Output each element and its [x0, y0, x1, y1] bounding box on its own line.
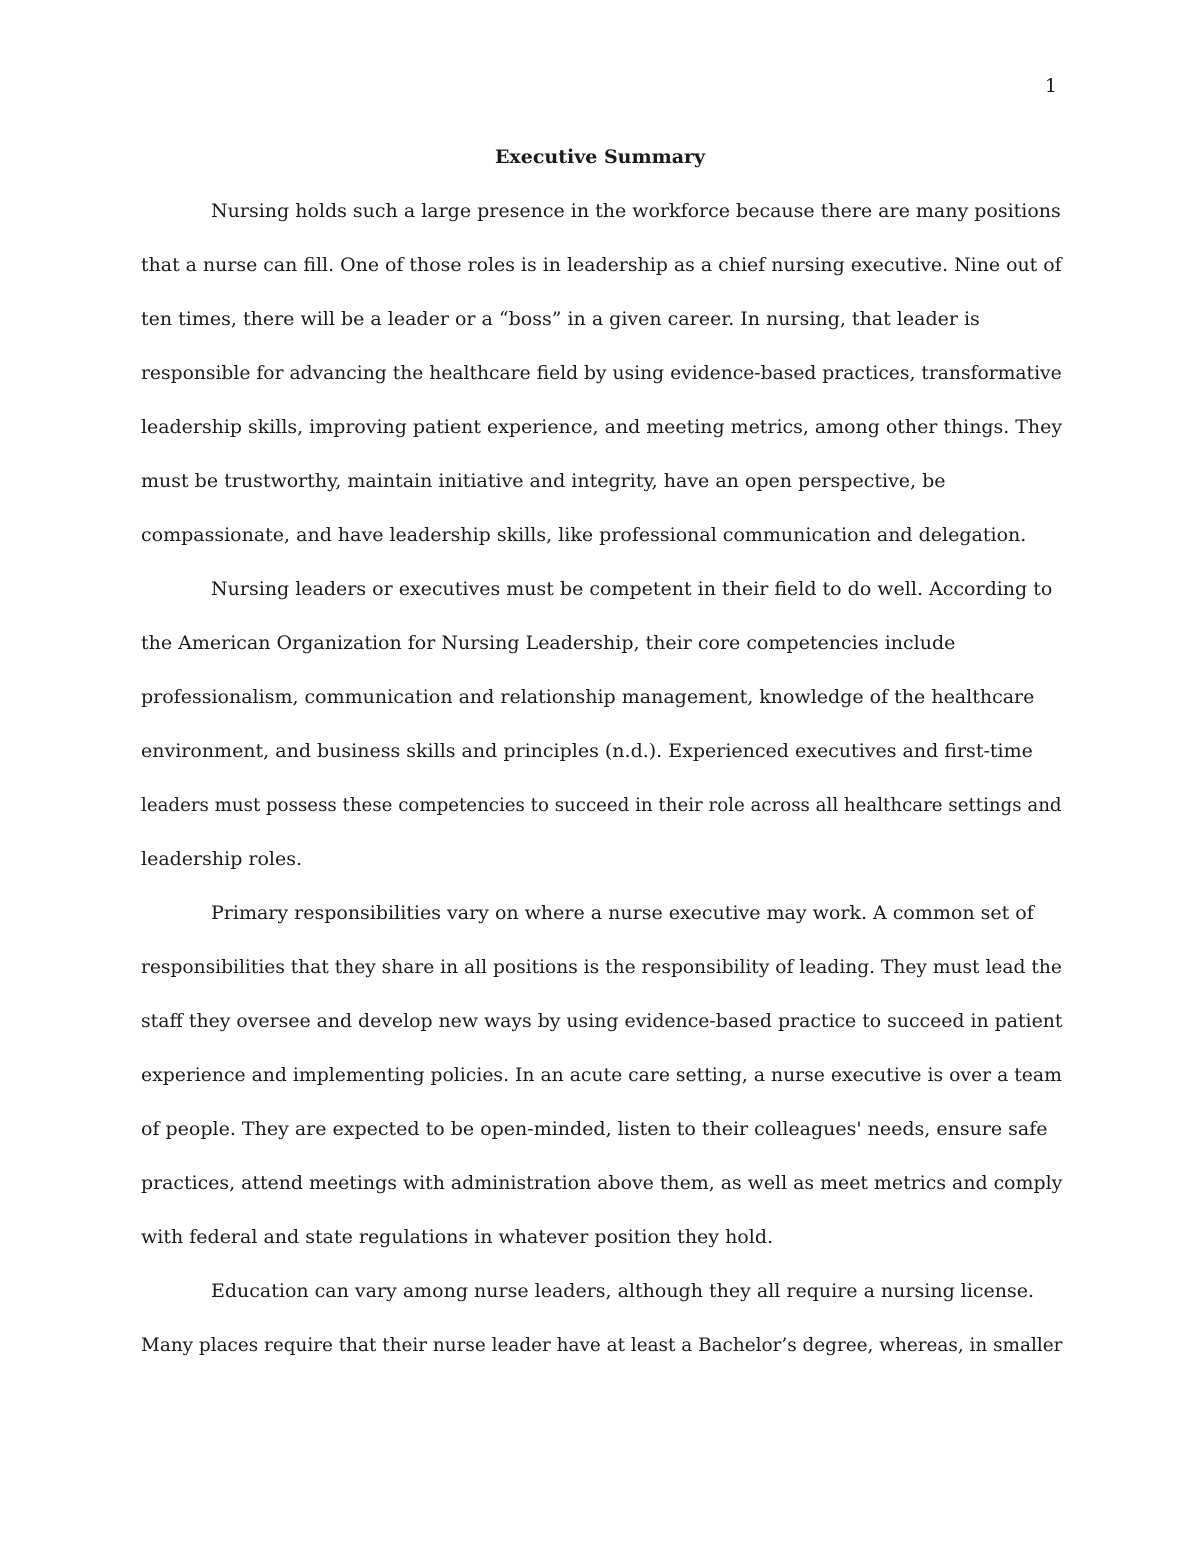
paragraph-line: leadership skills, improving patient experience, and meeting metrics, among other things. They: [141, 416, 1063, 438]
paragraph-line: ten times, there will be a leader or a “boss” in a given career. In nursing, that leader is: [141, 308, 980, 330]
paragraph-line: practices, attend meetings with administration above them, as well as meet metrics and comply: [141, 1172, 1063, 1194]
paragraph-line: experience and implementing policies. In an acute care setting, a nurse executive is over a team: [141, 1064, 1062, 1086]
paragraph-line: staff they oversee and develop new ways by using evidence-based practice to succeed in patient: [141, 1010, 1063, 1032]
paragraph-line: Nursing holds such a large presence in the workforce because there are many positions: [211, 200, 1061, 222]
page-number: 1: [1044, 75, 1057, 97]
paragraph-line: the American Organization for Nursing Leadership, their core competencies include: [141, 632, 956, 654]
paragraph-line: responsibilities that they share in all positions is the responsibility of leading. They must lead the: [141, 956, 1062, 978]
paragraph-line: Many places require that their nurse leader have at least a Bachelor’s degree, whereas, in smaller: [141, 1334, 1063, 1356]
paragraph-line: of people. They are expected to be open-minded, listen to their colleagues' needs, ensure safe: [141, 1118, 1048, 1140]
paragraph-line: Primary responsibilities vary on where a nurse executive may work. A common set of: [211, 902, 1034, 924]
paragraph-line: leaders must possess these competencies to succeed in their role across all healthcare settings and: [141, 794, 1062, 816]
paragraph-line: professionalism, communication and relationship management, knowledge of the healthcare: [141, 686, 1035, 708]
paragraph-line: responsible for advancing the healthcare field by using evidence-based practices, transformative: [141, 362, 1062, 384]
paragraph-line: with federal and state regulations in whatever position they hold.: [141, 1226, 774, 1248]
paragraph-line: Education can vary among nurse leaders, although they all require a nursing license.: [211, 1280, 1035, 1302]
document-title: Executive Summary: [494, 146, 706, 168]
paragraph-line: must be trustworthy, maintain initiative and integrity, have an open perspective, be: [141, 470, 946, 492]
paragraph-line: Nursing leaders or executives must be competent in their field to do well. According to: [211, 578, 1053, 600]
paragraph-line: that a nurse can fill. One of those roles is in leadership as a chief nursing executive. Nine out of: [141, 254, 1062, 276]
paragraph-line: compassionate, and have leadership skills, like professional communication and delegation.: [141, 524, 1027, 546]
paragraph-line: environment, and business skills and principles (n.d.). Experienced executives and first-time: [141, 740, 1033, 762]
paragraph-line: leadership roles.: [141, 848, 303, 870]
